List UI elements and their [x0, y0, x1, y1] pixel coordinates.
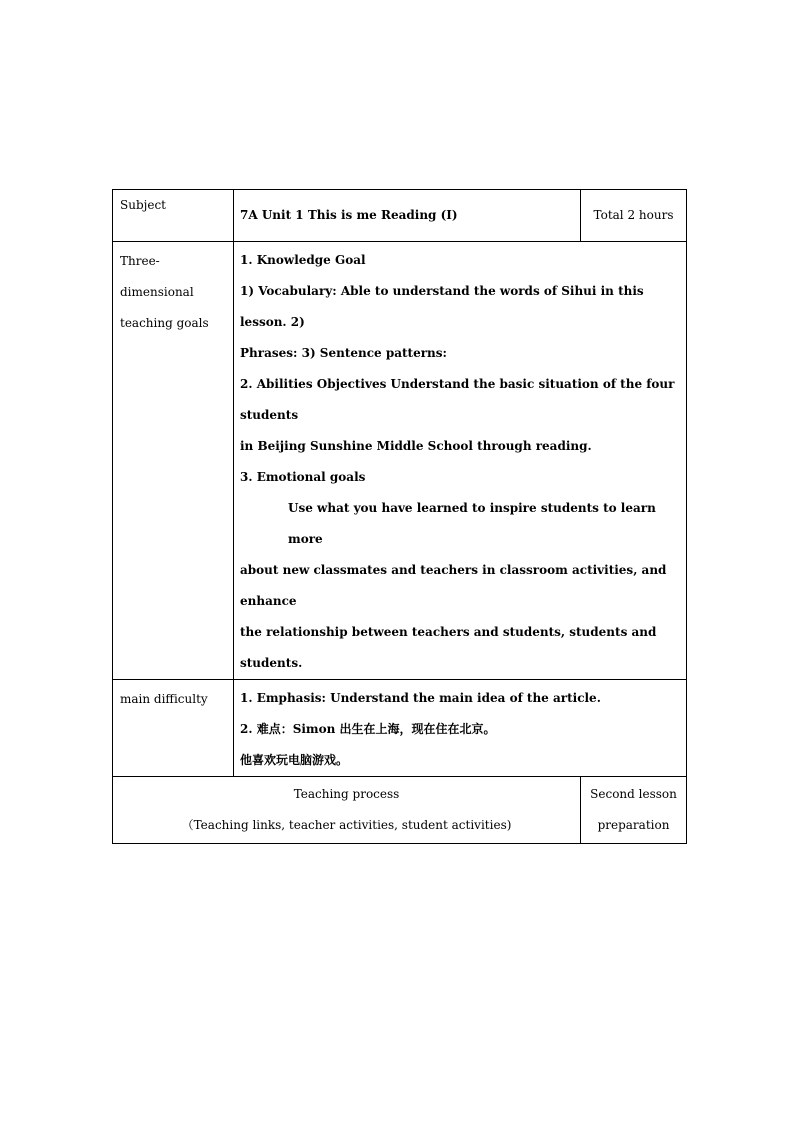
difficult-point-line-2: 他喜欢玩电脑游戏。: [240, 753, 349, 767]
abilities-line-1: 2. Abilities Objectives Understand the basic situation of the four students: [240, 377, 675, 422]
subject-label: Subject: [113, 190, 234, 242]
teaching-process-title: Teaching process: [293, 787, 400, 801]
emotional-heading: 3. Emotional goals: [240, 470, 366, 484]
second-lesson-cell: [581, 777, 687, 844]
second-lesson-line2: preparation: [597, 818, 670, 832]
difficult-point-line-1: 2. 难点：Simon 出生在上海，现在住在北京。: [240, 722, 496, 736]
goals-row: [113, 242, 687, 680]
difficulty-row: [113, 680, 687, 777]
knowledge-line-2: Phrases: 3) Sentence patterns:: [240, 346, 447, 360]
teaching-process-cell: [113, 777, 581, 844]
subject-row: [113, 190, 687, 242]
total-hours: Total 2 hours: [581, 190, 687, 242]
process-row: [113, 777, 687, 844]
emphasis-line: 1. Emphasis: Understand the main idea of the article.: [240, 691, 601, 705]
abilities-line-2: in Beijing Sunshine Middle School through reading.: [240, 439, 592, 453]
goals-label: [113, 242, 234, 680]
lesson-plan-table: [112, 189, 687, 844]
emotional-line-2: about new classmates and teachers in classroom activities, and enhance: [240, 563, 667, 608]
goals-label-line2: teaching goals: [120, 316, 209, 330]
goals-content: [234, 242, 687, 680]
second-lesson-line1: Second lesson: [590, 787, 677, 801]
goals-label-line1: Three-dimensional: [120, 254, 194, 299]
emotional-line-1: Use what you have learned to inspire students to learn more: [288, 501, 656, 546]
emotional-line-3: the relationship between teachers and students, students and students.: [240, 625, 657, 670]
knowledge-heading: 1. Knowledge Goal: [240, 253, 366, 267]
difficulty-label: main difficulty: [113, 680, 234, 777]
knowledge-line-1: 1) Vocabulary: Able to understand the words of Sihui in this lesson. 2): [240, 284, 644, 329]
lesson-title: 7A Unit 1 This is me Reading (I): [234, 190, 581, 242]
difficulty-content: [234, 680, 687, 777]
teaching-process-subtitle: （Teaching links, teacher activities, student activities): [181, 818, 512, 832]
